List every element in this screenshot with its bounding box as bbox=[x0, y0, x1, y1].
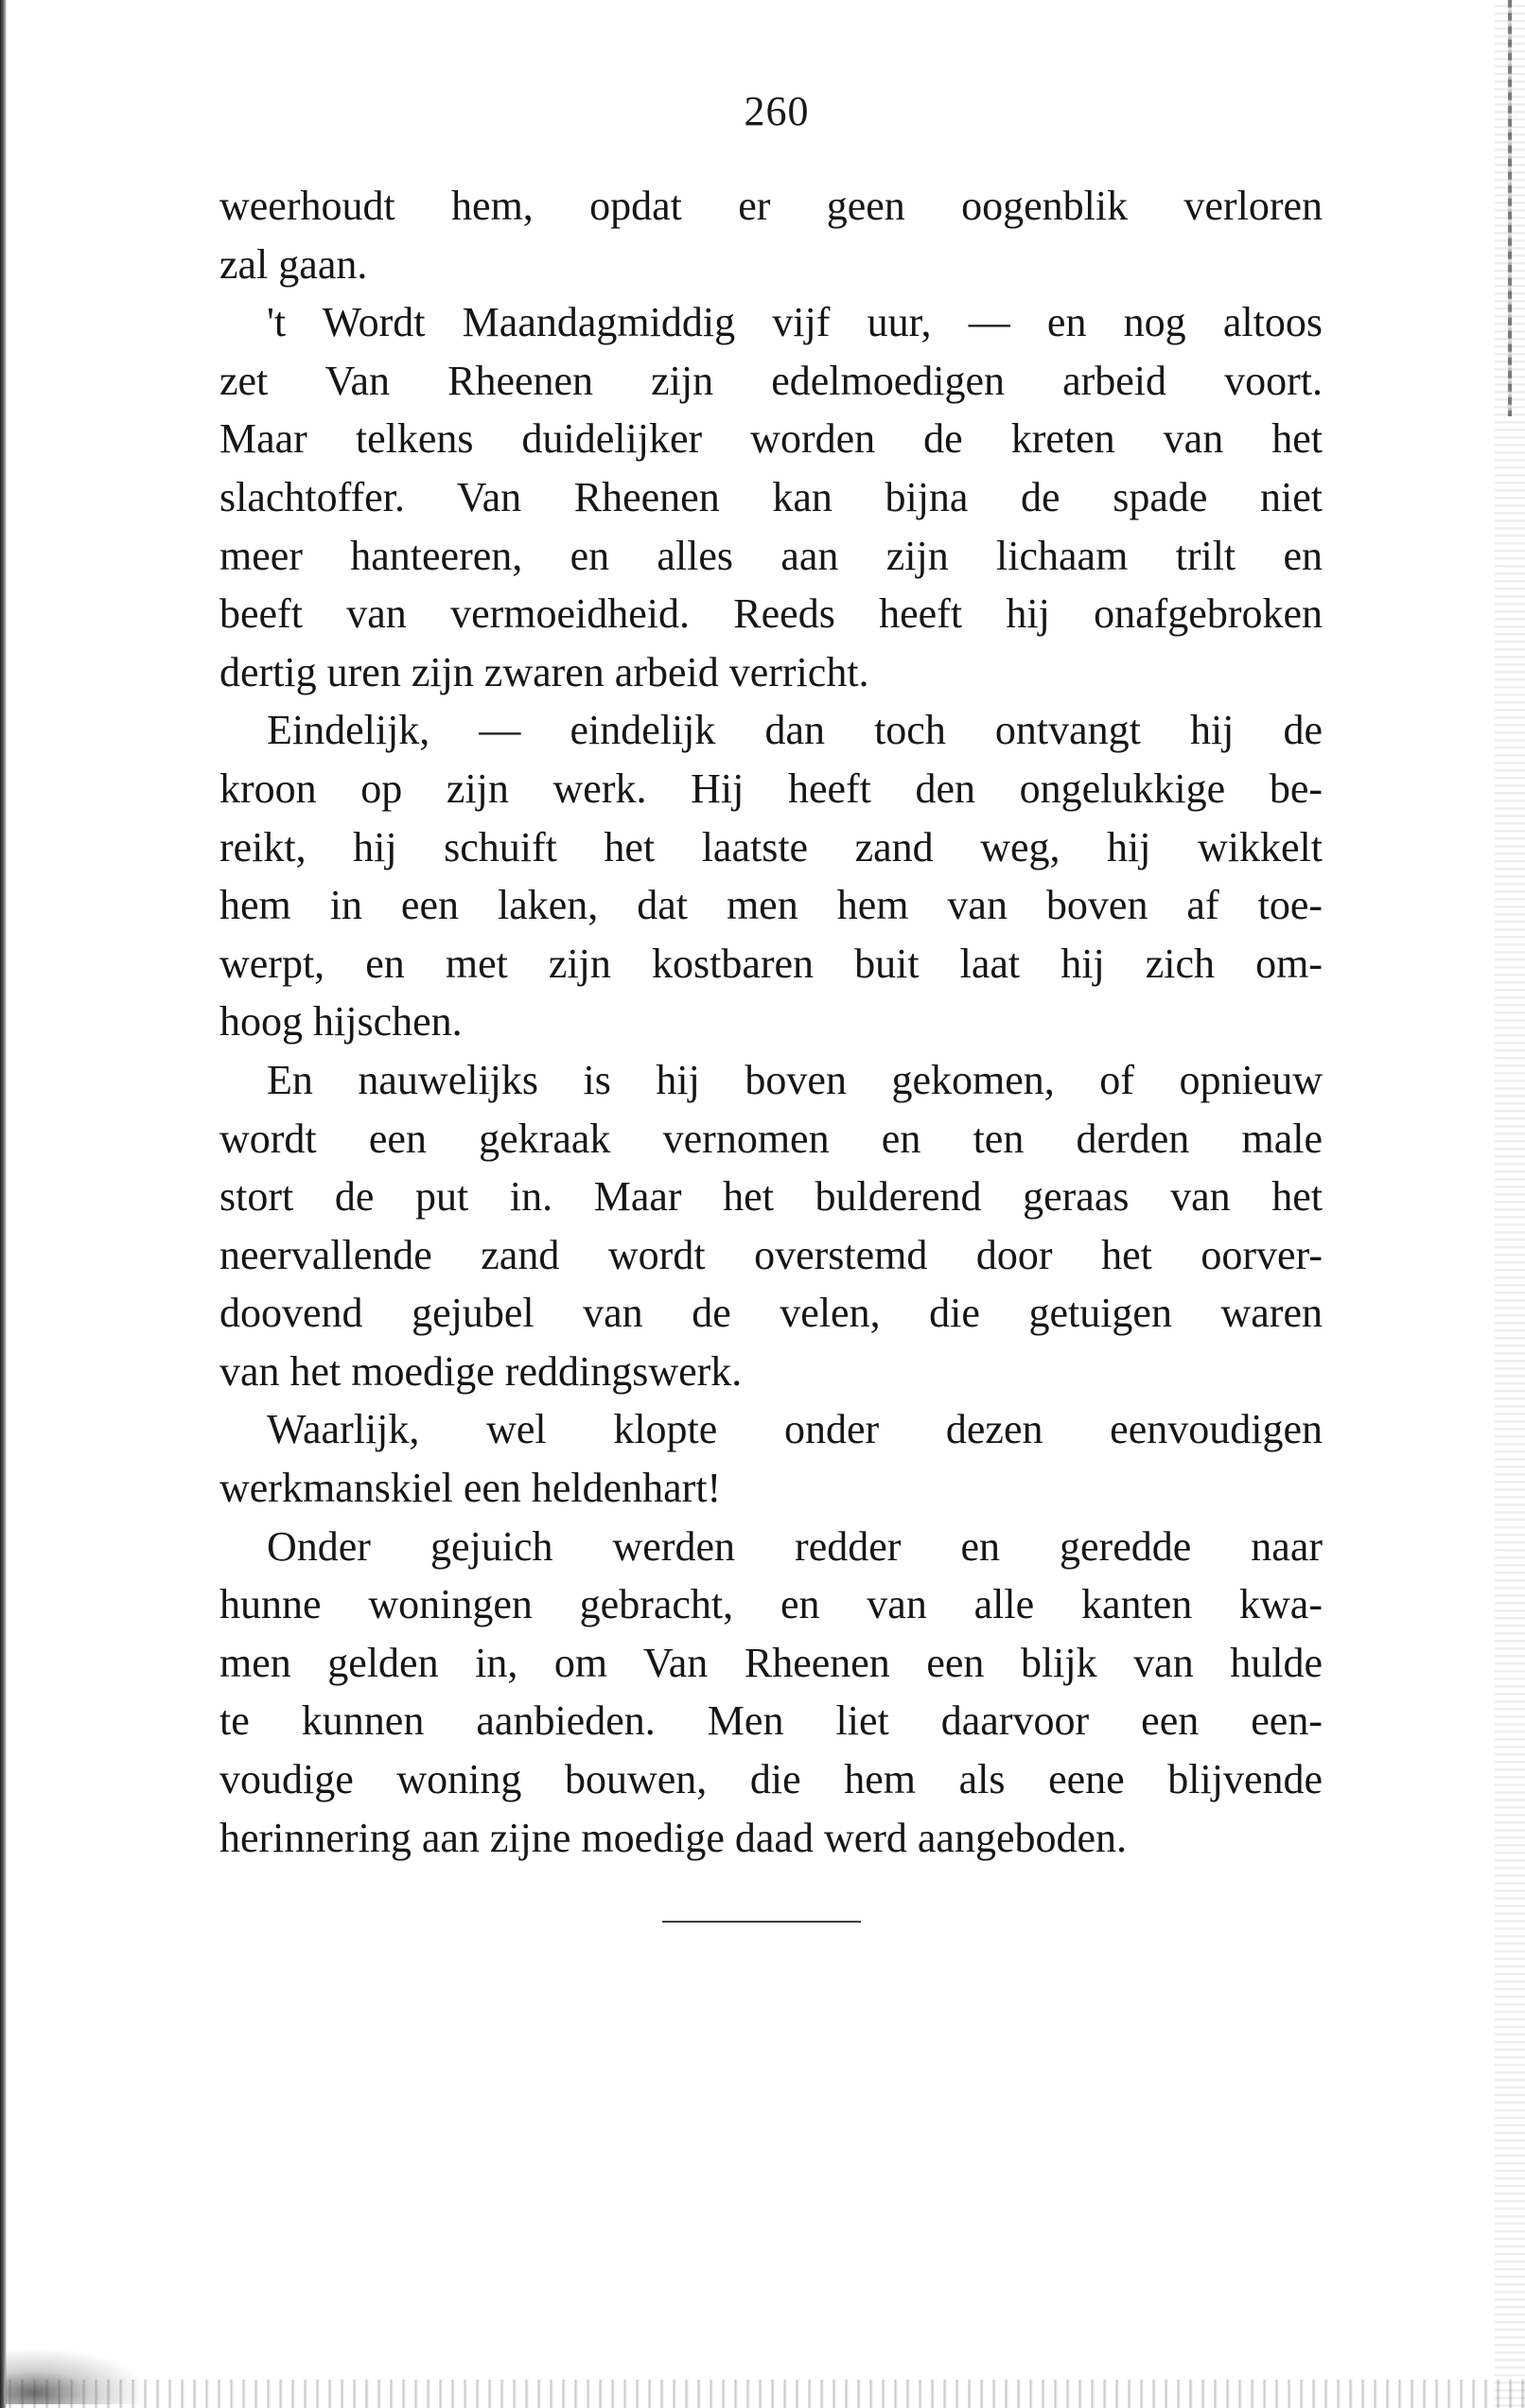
text-line: Maar telkens duidelijker worden de kreten van het bbox=[219, 415, 1323, 463]
text-line: men gelden in, om Van Rheenen een blijk van hulde bbox=[219, 1639, 1323, 1686]
text-line: zet Van Rheenen zijn edelmoedigen arbeid voort. bbox=[219, 357, 1323, 404]
text-line: meer hanteeren, en alles aan zijn lichaam trilt en bbox=[219, 532, 1323, 579]
text-line: van het moedige reddingswerk. bbox=[219, 1347, 743, 1395]
text-line: hem in een laken, dat men hem van boven af toe- bbox=[219, 882, 1323, 929]
paragraph bbox=[219, 1518, 1323, 1868]
text-line: dertig uren zijn zwaren arbeid verricht. bbox=[219, 648, 869, 695]
page-right-edge-shadow bbox=[1508, 0, 1512, 416]
text-line: Eindelijk, — eindelijk dan toch ontvangt hij de bbox=[267, 707, 1323, 754]
text-line: wordt een gekraak vernomen en ten derden male bbox=[219, 1115, 1323, 1162]
section-end-rule bbox=[662, 1921, 861, 1923]
page-number: 260 bbox=[744, 88, 810, 134]
text-line: reikt, hij schuift het laatste zand weg, hij wikkelt bbox=[219, 823, 1323, 870]
corner-smudge bbox=[6, 2347, 148, 2404]
text-line: beeft van vermoeidheid. Reeds heeft hij onafgebroken bbox=[219, 590, 1323, 638]
text-line: Waarlijk, wel klopte onder dezen eenvoudigen bbox=[267, 1406, 1323, 1453]
page-binding-edge bbox=[0, 0, 7, 2408]
paragraph bbox=[219, 1400, 1323, 1517]
text-line: kroon op zijn werk. Hij heeft den ongelukkige be- bbox=[219, 765, 1323, 812]
text-line: slachtoffer. Van Rheenen kan bijna de spade niet bbox=[219, 473, 1323, 520]
paragraph bbox=[219, 293, 1323, 701]
paragraph bbox=[219, 1051, 1323, 1401]
text-line: weerhoudt hem, opdat er geen oogenblik verloren bbox=[219, 183, 1323, 229]
text-line: te kunnen aanbieden. Men liet daarvoor een een- bbox=[219, 1697, 1323, 1745]
body-text bbox=[219, 177, 1323, 1867]
text-line: voudige woning bouwen, die hem als eene blijvende bbox=[219, 1756, 1323, 1803]
page-bottom-edge bbox=[0, 2380, 1525, 2408]
text-line: hoog hijschen. bbox=[219, 998, 463, 1046]
text-line: doovend gejubel van de velen, die getuigen waren bbox=[219, 1290, 1323, 1337]
text-line: werpt, en met zijn kostbaren buit laat hij zich om- bbox=[219, 940, 1323, 987]
text-line: En nauwelijks is hij boven gekomen, of opnieuw bbox=[267, 1056, 1323, 1103]
text-line: zal gaan. bbox=[219, 240, 368, 288]
text-line: herinnering aan zijne moedige daad werd aangeboden. bbox=[219, 1814, 1128, 1861]
text-line: werkmanskiel een heldenhart! bbox=[219, 1465, 722, 1512]
text-line: Onder gejuich werden redder en geredde naar bbox=[267, 1522, 1323, 1570]
text-line: 't Wordt Maandagmiddig vijf uur, — en nog altoos bbox=[267, 299, 1323, 346]
paragraph bbox=[219, 701, 1323, 1051]
paragraph bbox=[219, 177, 1323, 293]
text-line: hunne woningen gebracht, en van alle kanten kwa- bbox=[219, 1581, 1323, 1628]
text-line: stort de put in. Maar het bulderend geraas van het bbox=[219, 1173, 1323, 1221]
text-line: neervallende zand wordt overstemd door het oorver- bbox=[219, 1231, 1323, 1278]
